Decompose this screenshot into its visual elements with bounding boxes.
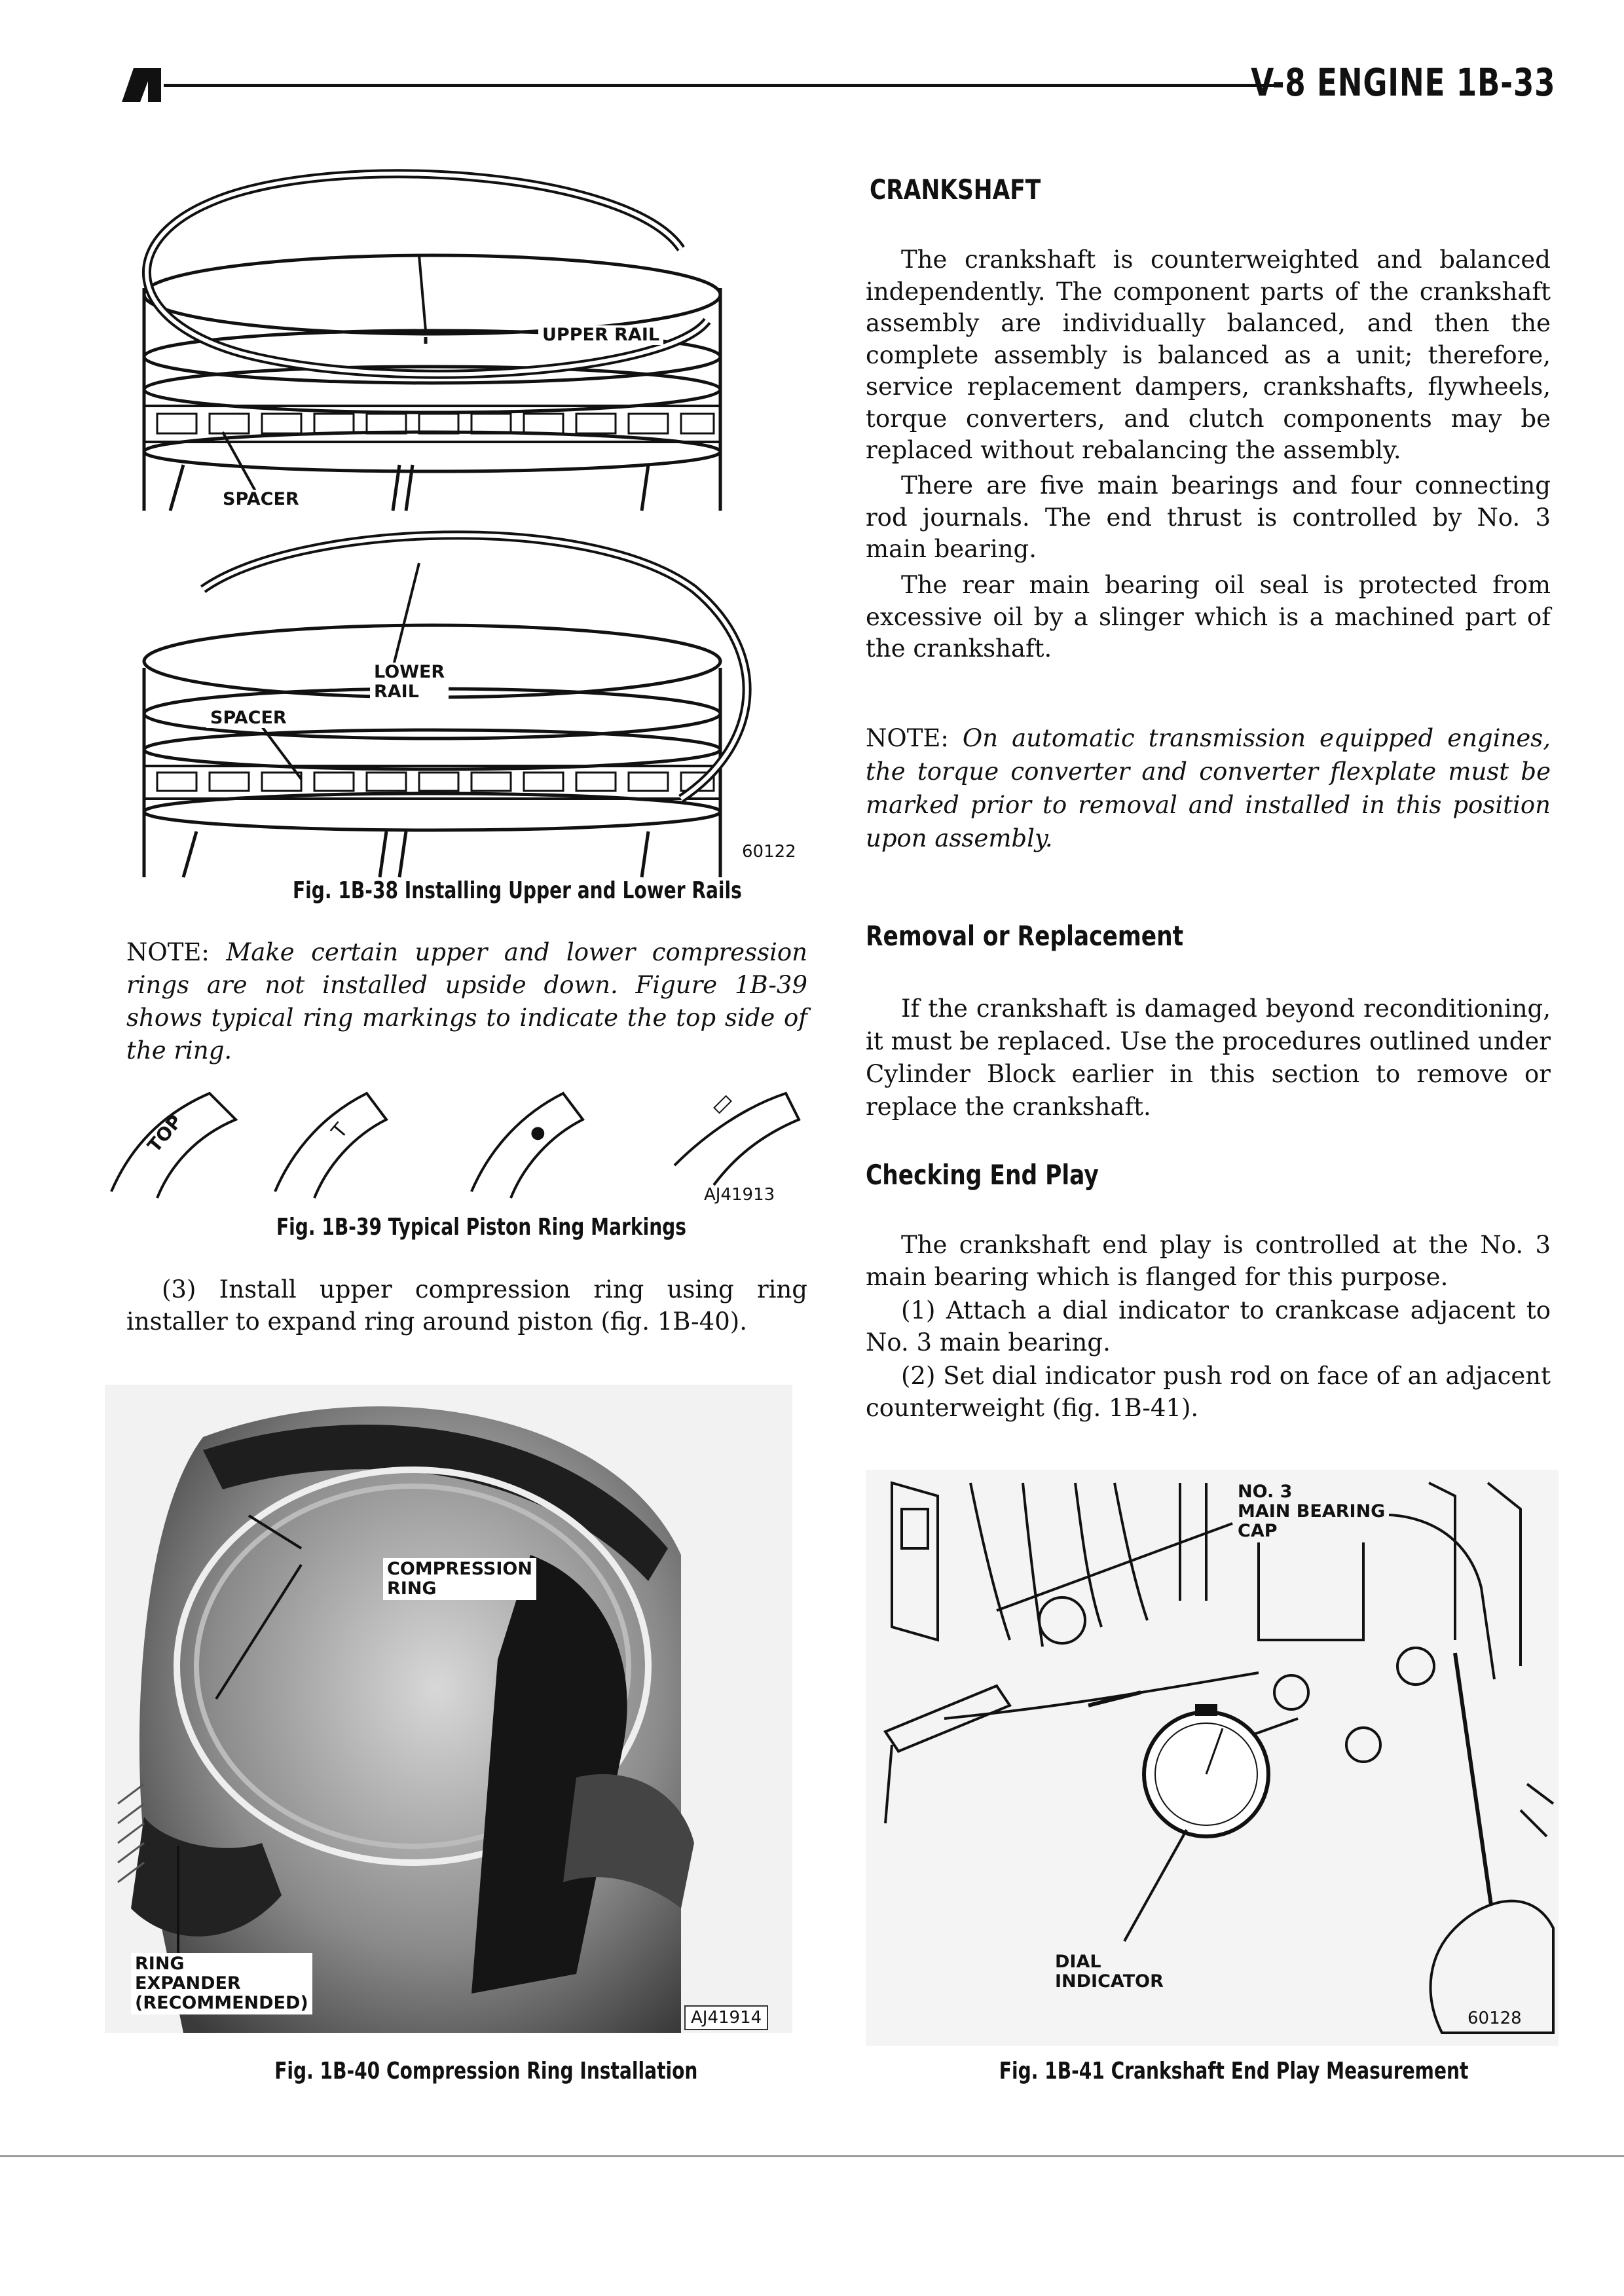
fig40-code: AJ41914 [684, 2005, 768, 2030]
removal-paragraph: If the crankshaft is damaged beyond reconditioning, it must be replaced. Use the procedures outlined under Cylinder Block earlier in this section to remove or replace the crankshaft. [866, 994, 1551, 1121]
fig38-label-upper-rail: UPPER RAIL [538, 325, 663, 345]
endplay-paragraph: The crankshaft end play is controlled at the No. 3 main bearing which is flanged for this purpose. [866, 1231, 1551, 1291]
note2-text: On automatic transmission equipped engines, the torque converter and converter flexplate must be marked prior to removal and installed in this position upon assembly. [866, 724, 1551, 852]
page-bottom-rule [0, 2155, 1624, 2157]
crankshaft-paragraph-3: The rear main bearing oil seal is protected from excessive oil by a slinger which is a machined part of the crankshaft. [866, 571, 1551, 663]
fig41-code: 60128 [1465, 2009, 1524, 2028]
endplay-heading: Checking End Play [866, 1159, 1099, 1191]
endplay-step-2: (2) Set dial indicator push rod on face of an adjacent counterweight (fig. 1B-41). [866, 1362, 1551, 1422]
fig40-label-compression-ring: COMPRESSION RING [383, 1558, 536, 1600]
fig38-label-spacer-bottom: SPACER [206, 708, 291, 728]
fig38-caption: Fig. 1B-38 Installing Upper and Lower Rails [293, 877, 742, 904]
fig-1b-38-illustration [131, 157, 805, 897]
note-ring-orientation [126, 936, 807, 1067]
ring-mark-t: T [327, 1119, 353, 1143]
crankshaft-paragraph-1: The crankshaft is counterweighted and balanced independently. The component parts of the crankshaft assembly are individually balanced, and then the complete assembly is balanced as a unit; therefore, service replacement dampers, crankshafts, flywheels, torque converters, and clutch components may be replaced without rebalancing the assembly. [866, 246, 1551, 464]
fig41-label-bearing-cap: NO. 3 MAIN BEARING CAP [1234, 1481, 1389, 1542]
note-converter-marking [866, 721, 1551, 855]
removal-heading: Removal or Replacement [866, 920, 1184, 952]
ring-mark-top: TOP [143, 1110, 187, 1157]
fig-1b-40-photo [105, 1385, 792, 2033]
crankshaft-heading: CRANKSHAFT [870, 173, 1041, 206]
note2-label: NOTE: [866, 724, 949, 752]
fig38-code: 60122 [742, 842, 796, 862]
note1-text: Make certain upper and lower compression rings are not installed upside down. Figure 1B-39 shows typical ring markings to indicate the top side of the ring. [126, 938, 807, 1065]
step-3-install-ring: (3) Install upper compression ring using ring installer to expand ring around piston (fig. 1B-40). [126, 1275, 807, 1336]
fig-1b-41-illustration [866, 1470, 1559, 2046]
endplay-step-1: (1) Attach a dial indicator to crankcase adjacent to No. 3 main bearing. [866, 1296, 1551, 1357]
header-rule [164, 84, 1277, 87]
ring-mark-rectangle: ▭ [704, 1085, 739, 1121]
fig41-label-dial-indicator: DIAL INDICATOR [1051, 1951, 1168, 1993]
ring-mark-dot: ● [530, 1123, 545, 1142]
publisher-logo-icon [122, 68, 161, 102]
note1-label: NOTE: [126, 938, 210, 966]
fig38-label-spacer-top: SPACER [219, 490, 303, 509]
fig39-code: AJ41913 [704, 1185, 775, 1205]
fig40-caption: Fig. 1B-40 Compression Ring Installation [274, 2058, 698, 2085]
fig40-label-ring-expander: RING EXPANDER (RECOMMENDED) [131, 1953, 312, 2014]
crankshaft-paragraph-2: There are five main bearings and four connecting rod journals. The end thrust is controlled by No. 3 main bearing. [866, 471, 1551, 563]
page-header-title: V-8 ENGINE 1B-33 [1250, 60, 1555, 105]
fig41-caption: Fig. 1B-41 Crankshaft End Play Measurement [999, 2058, 1469, 2085]
fig39-caption: Fig. 1B-39 Typical Piston Ring Markings [276, 1214, 687, 1241]
fig38-label-lower-rail: LOWER RAIL [370, 663, 449, 702]
